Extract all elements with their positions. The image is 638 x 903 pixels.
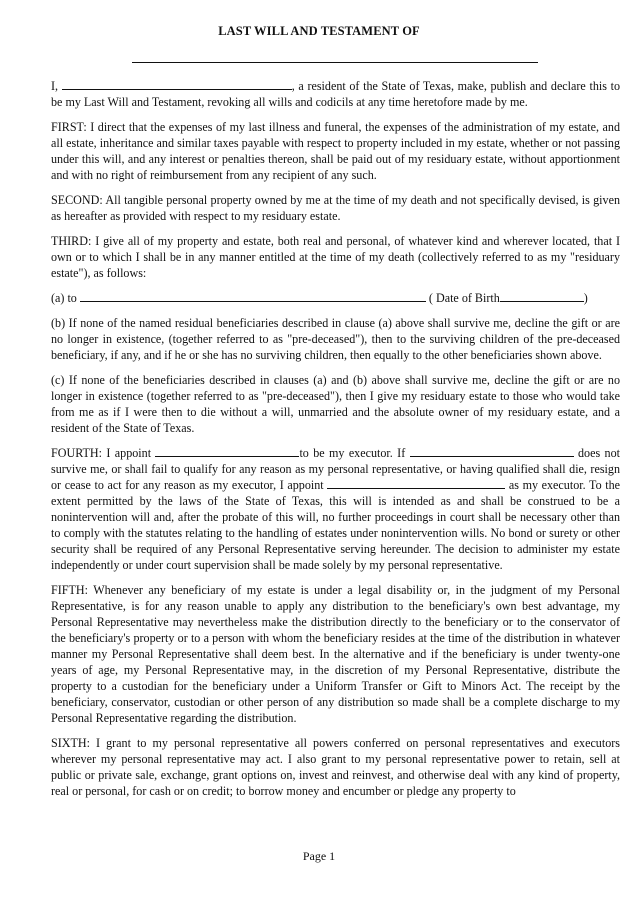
article-sixth: SIXTH: I grant to my personal representative all powers conferred on personal representatives and executors wherever my personal representative may act. I also grant to my personal representative power to retain, sell at public or private sale, exchange, grant options on, invest and reinvest, and otherwise deal with any kind of property, real or personal, for cash or on credit; to borrow money and encumber or pledge any property to <box>51 736 620 798</box>
executor-name-blank[interactable] <box>410 445 574 457</box>
dob-blank[interactable] <box>500 290 584 302</box>
intro-text: , a resident of the State of Texas, make, publish and declare this to be my Last Will and Testament, revoking all wills and codicils at any time heretofore made by me. <box>51 79 620 109</box>
intro-prefix: I, <box>51 79 59 93</box>
article-fourth <box>51 445 620 573</box>
page-number: Page 1 <box>302 849 336 863</box>
dob-close: ) <box>583 291 588 305</box>
article-second: SECOND: All tangible personal property owned by me at the time of my death and not specifically devised, is given as hereafter as provided with respect to my residuary estate. <box>51 193 620 223</box>
clause-c: (c) If none of the beneficiaries described in clauses (a) and (b) above shall survive me, decline the gift or are no longer in existence (together referred to as "pre-deceased"), then I give my residuary estate to those who would take from me as if I were then to die without a will, unmarried and the absolute owner of my residuary estate, and a resident of the State of Texas. <box>51 373 620 435</box>
article-first: FIRST: I direct that the expenses of my last illness and funeral, the expenses of the administration of my estate, and all estate, inheritance and similar taxes payable with respect to property included in my estate, whether or not passing under this will, and any interest or penalties thereon, shall be paid out of my residuary estate, without apportionment and with no right of reimbursement from any recipient of any such. <box>51 120 620 182</box>
article-fifth: FIFTH: Whenever any beneficiary of my estate is under a legal disability or, in the judgment of my Personal Representative, is for any reason unable to apply any distribution to the beneficiary's own best advantage, my Personal Representative may nevertheless make the distribution directly to the beneficiary or to the conservator of the beneficiary's property or to a person with whom the beneficiary resides at the time of the distribution in whatever manner my Personal Representative shall deem best. In the alternative and if the beneficiary is under twenty-one years of age, my Personal Representative may, in the discretion of my Personal Representative, distribute the property to a custodian for the beneficiary under a Uniform Transfer or Gift to Minors Act. The receipt by the beneficiary, conservator, custodian or other person of any distribution so made shall be a complete discharge to my Personal Representative regarding the distribution. <box>51 583 620 725</box>
clause-a-prefix: (a) to <box>51 291 77 305</box>
testator-blank[interactable] <box>62 78 292 90</box>
article-third: THIRD: I give all of my property and estate, both real and personal, of whatever kind and wherever located, that I own or to which I shall be in any manner entitled at the time of my death (collectively referred to as my "residuary estate"), as follows: <box>51 234 620 280</box>
fourth-text-3: does not survive me, or shall fail to qualify for any reason as my personal representative, or having qualified shall die, resign or cease to act for any reason as my executor, I appoint <box>51 446 620 492</box>
fourth-text-4: as my executor. To the extent permitted by the laws of the State of Texas, this will is intended as and shall be construed to be a nonintervention will and, after the probate of this will, no further proceedings in court shall be necessary other than to comply with the statutes relating to the handling of estates under nonintervention wills. No bond or surety or other security shall be required of any Personal Representative serving hereunder. The decision to administer my estate independently or under court supervision shall be made solely by my personal representative. <box>51 478 621 572</box>
clause-a <box>51 290 620 306</box>
fourth-text-2: to be my executor. If <box>299 446 406 460</box>
beneficiary-blank[interactable] <box>80 290 426 302</box>
clause-b: (b) If none of the named residual beneficiaries described in clause (a) above shall survive me, decline the gift or are no longer in existence, (together referred to as "pre-deceased"), then to the surviving children of the pre-deceased beneficiary, if any, and if he or she has no surviving children, then equally to the other beneficiaries shown above. <box>51 316 620 362</box>
alternate-executor-blank[interactable] <box>327 477 505 489</box>
document-title: LAST WILL AND TESTAMENT OF <box>218 24 420 38</box>
fourth-text-1: FOURTH: I appoint <box>51 446 152 460</box>
dob-label: ( Date of Birth <box>428 291 500 305</box>
executor-blank[interactable] <box>155 445 299 457</box>
testator-name-blank[interactable] <box>132 50 538 63</box>
intro-paragraph <box>51 78 620 110</box>
document-body <box>51 78 620 808</box>
